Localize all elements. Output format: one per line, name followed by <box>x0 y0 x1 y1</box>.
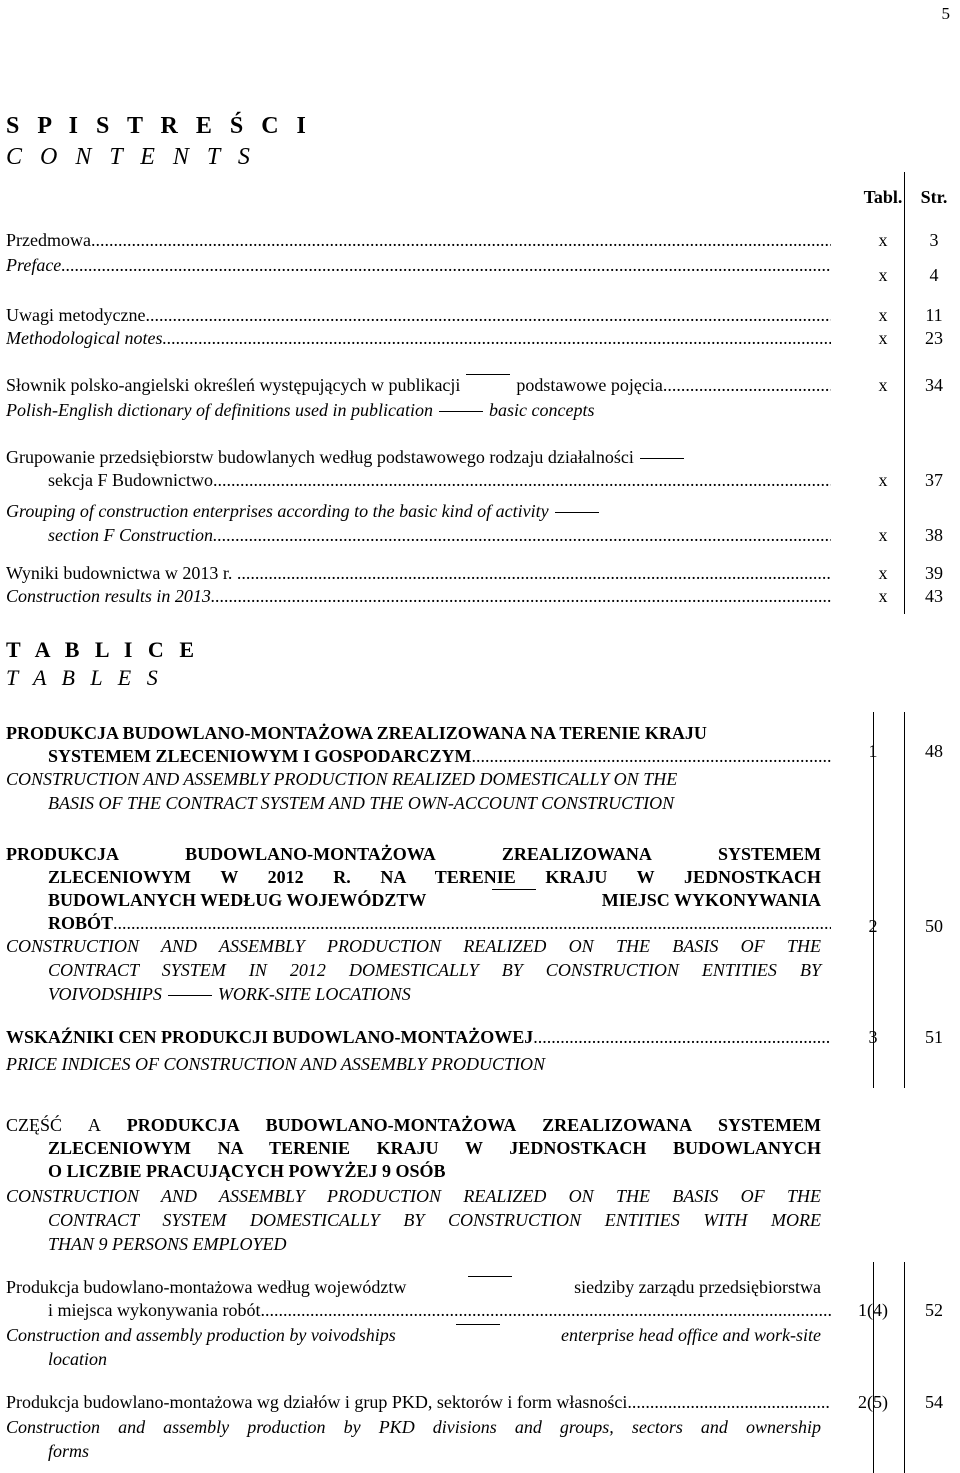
part-a-table-1-entry[interactable]: i miejsca wykonywania robót ..... <box>48 1299 831 1321</box>
part-a-table-1-title-en-line2: location <box>48 1349 107 1369</box>
table-1-page: 48 <box>925 741 943 761</box>
toc-title-pl: S P I S T R E Ś C I <box>6 113 312 139</box>
tabl-results: x <box>878 586 888 606</box>
table-1-entry[interactable]: SYSTEMEM ZLECENIOWYM I GOSPODARCZYM ..... <box>48 745 831 767</box>
part-a-table-1-page: 52 <box>925 1300 943 1320</box>
table-2-number: 2 <box>868 916 878 936</box>
page-wyniki: 39 <box>925 563 943 583</box>
page-slownik: 34 <box>925 375 943 395</box>
table-2-page: 50 <box>925 916 943 936</box>
toc-entry-grouping: Grouping of construction enterprises according to the basic kind of activity <box>6 500 605 522</box>
toc-entry-slownik[interactable]: Słownik polsko-angielski określeń występujących w publikacji podstawowe pojęcia ..... <box>6 374 831 396</box>
part-a-title-line3: O LICZBIE PRACUJĄCYCH POWYŻEJ 9 OSÓB <box>48 1161 446 1181</box>
tabl-uwagi: x <box>878 305 888 325</box>
toc-title-en: C O N T E N T S <box>6 144 256 170</box>
tables-title-en: T A B L E S <box>6 665 163 690</box>
part-a-table-2-number: 2(5) <box>858 1392 888 1412</box>
page-grupowanie: 37 <box>925 470 943 490</box>
toc-entry-methodological[interactable]: Methodological notes ..... <box>6 327 831 349</box>
toc-entry-przedmowa[interactable]: Przedmowa ..... <box>6 229 831 251</box>
toc-entry-sekcja-f[interactable]: sekcja F Budownictwo ..... <box>48 469 831 491</box>
table-1-number: 1 <box>868 741 878 761</box>
table-1-title-pl-line1: PRODUKCJA BUDOWLANO-MONTAŻOWA ZREALIZOWANA NA TERENIE KRAJU <box>6 723 707 743</box>
toc-entry-uwagi[interactable]: Uwagi metodyczne ..... <box>6 304 831 326</box>
table-3-page: 51 <box>925 1027 943 1047</box>
part-a-table-2-title-en-line2: forms <box>48 1441 90 1461</box>
table-2-title-pl-line3: BUDOWLANYCH WEDŁUG WOJEWÓDZTW MIEJSC WYKONYWANIA <box>48 890 821 910</box>
page-grouping: 38 <box>925 525 943 545</box>
table-3-entry[interactable]: WSKAŹNIKI CEN PRODUKCJI BUDOWLANO-MONTAŻOWEJ ..... <box>6 1026 831 1048</box>
part-a-title-en-line3: THAN 9 PERSONS EMPLOYED <box>48 1234 287 1254</box>
tabl-preface: x <box>878 265 888 285</box>
table-3-number: 3 <box>868 1027 878 1047</box>
tabl-grouping: x <box>878 525 888 545</box>
toc-entry-dictionary: Polish-English dictionary of definitions used in publication basic concepts <box>6 400 595 420</box>
page-uwagi: 11 <box>925 305 943 325</box>
part-a-title-en-line2: CONTRACT SYSTEM DOMESTICALLY BY CONSTRUCTION ENTITIES WITH MORE <box>48 1210 821 1230</box>
tabl-wyniki: x <box>878 563 888 583</box>
table-1-title-en-line1: CONSTRUCTION AND ASSEMBLY PRODUCTION REALIZED DOMESTICALLY ON THE <box>6 769 678 789</box>
toc-entry-results[interactable]: Construction results in 2013 ..... <box>6 585 831 607</box>
column-divider-parta-left <box>873 1262 874 1473</box>
page-przedmowa: 3 <box>929 230 939 250</box>
part-a-table-1-number: 1(4) <box>858 1300 888 1320</box>
column-header-str: Str. <box>920 187 948 207</box>
table-2-title-pl-line1: PRODUKCJA BUDOWLANO-MONTAŻOWA ZREALIZOWANA SYSTEMEM <box>6 844 821 864</box>
toc-entry-section-f[interactable]: section F Construction ..... <box>48 524 831 546</box>
column-divider-tables-right <box>904 712 905 1088</box>
tabl-przedmowa: x <box>878 230 888 250</box>
table-2-title-en-line1: CONSTRUCTION AND ASSEMBLY PRODUCTION REALIZED ON THE BASIS OF THE <box>6 936 821 956</box>
table-3-title-en: PRICE INDICES OF CONSTRUCTION AND ASSEMBLY PRODUCTION <box>6 1054 545 1074</box>
tabl-methodological: x <box>878 328 888 348</box>
toc-entry-wyniki[interactable]: Wyniki budownictwa w 2013 r. . ..... <box>6 562 831 584</box>
column-divider-parta-right <box>904 1262 905 1473</box>
page-number: 5 <box>941 4 950 23</box>
page-preface: 4 <box>929 265 939 285</box>
part-a-table-2-entry[interactable]: Produkcja budowlano-montażowa wg działów i grup PKD, sektorów i form własności ..... <box>6 1391 831 1413</box>
part-a-table-1-title-en-line1: Construction and assembly production by voivodships enterprise head office and work-site <box>6 1325 821 1345</box>
column-header-tabl: Tabl. <box>863 187 903 207</box>
part-a-table-1-title-line1: Produkcja budowlano-montażowa według województw siedziby zarządu przedsiębiorstwa <box>6 1277 821 1297</box>
table-2-entry[interactable]: ROBÓT ..... <box>48 912 831 934</box>
part-a-table-2-page: 54 <box>925 1392 943 1412</box>
part-a-title-line2: ZLECENIOWYM NA TERENIE KRAJU W JEDNOSTKACH BUDOWLANYCH <box>48 1138 821 1158</box>
tables-title-pl: T A B L I C E <box>6 637 199 662</box>
page-results: 43 <box>925 586 943 606</box>
page-methodological: 23 <box>925 328 943 348</box>
part-a-title-en-line1: CONSTRUCTION AND ASSEMBLY PRODUCTION REALIZED ON THE BASIS OF THE <box>6 1186 821 1206</box>
table-2-title-en-line3: VOIVODSHIPS WORK-SITE LOCATIONS <box>48 984 411 1004</box>
tabl-grupowanie: x <box>878 470 888 490</box>
part-a-title-line1: CZĘŚĆ A PRODUKCJA BUDOWLANO-MONTAŻOWA ZREALIZOWANA SYSTEMEM <box>6 1115 822 1135</box>
tabl-slownik: x <box>878 375 888 395</box>
table-2-title-pl-line2: ZLECENIOWYM W 2012 R. NA TERENIE KRAJU W JEDNOSTKACH <box>48 867 821 887</box>
table-1-title-en-line2: BASIS OF THE CONTRACT SYSTEM AND THE OWN-ACCOUNT CONSTRUCTION <box>48 793 675 813</box>
table-2-title-en-line2: CONTRACT SYSTEM IN 2012 DOMESTICALLY BY CONSTRUCTION ENTITIES BY <box>48 960 821 980</box>
part-a-table-2-title-en-line1: Construction and assembly production by PKD divisions and groups, sectors and ownership <box>6 1417 821 1437</box>
toc-entry-grupowanie: Grupowanie przedsiębiorstw budowlanych według podstawowego rodzaju działalności <box>6 446 690 468</box>
toc-entry-preface[interactable]: Preface ..... <box>6 254 831 276</box>
